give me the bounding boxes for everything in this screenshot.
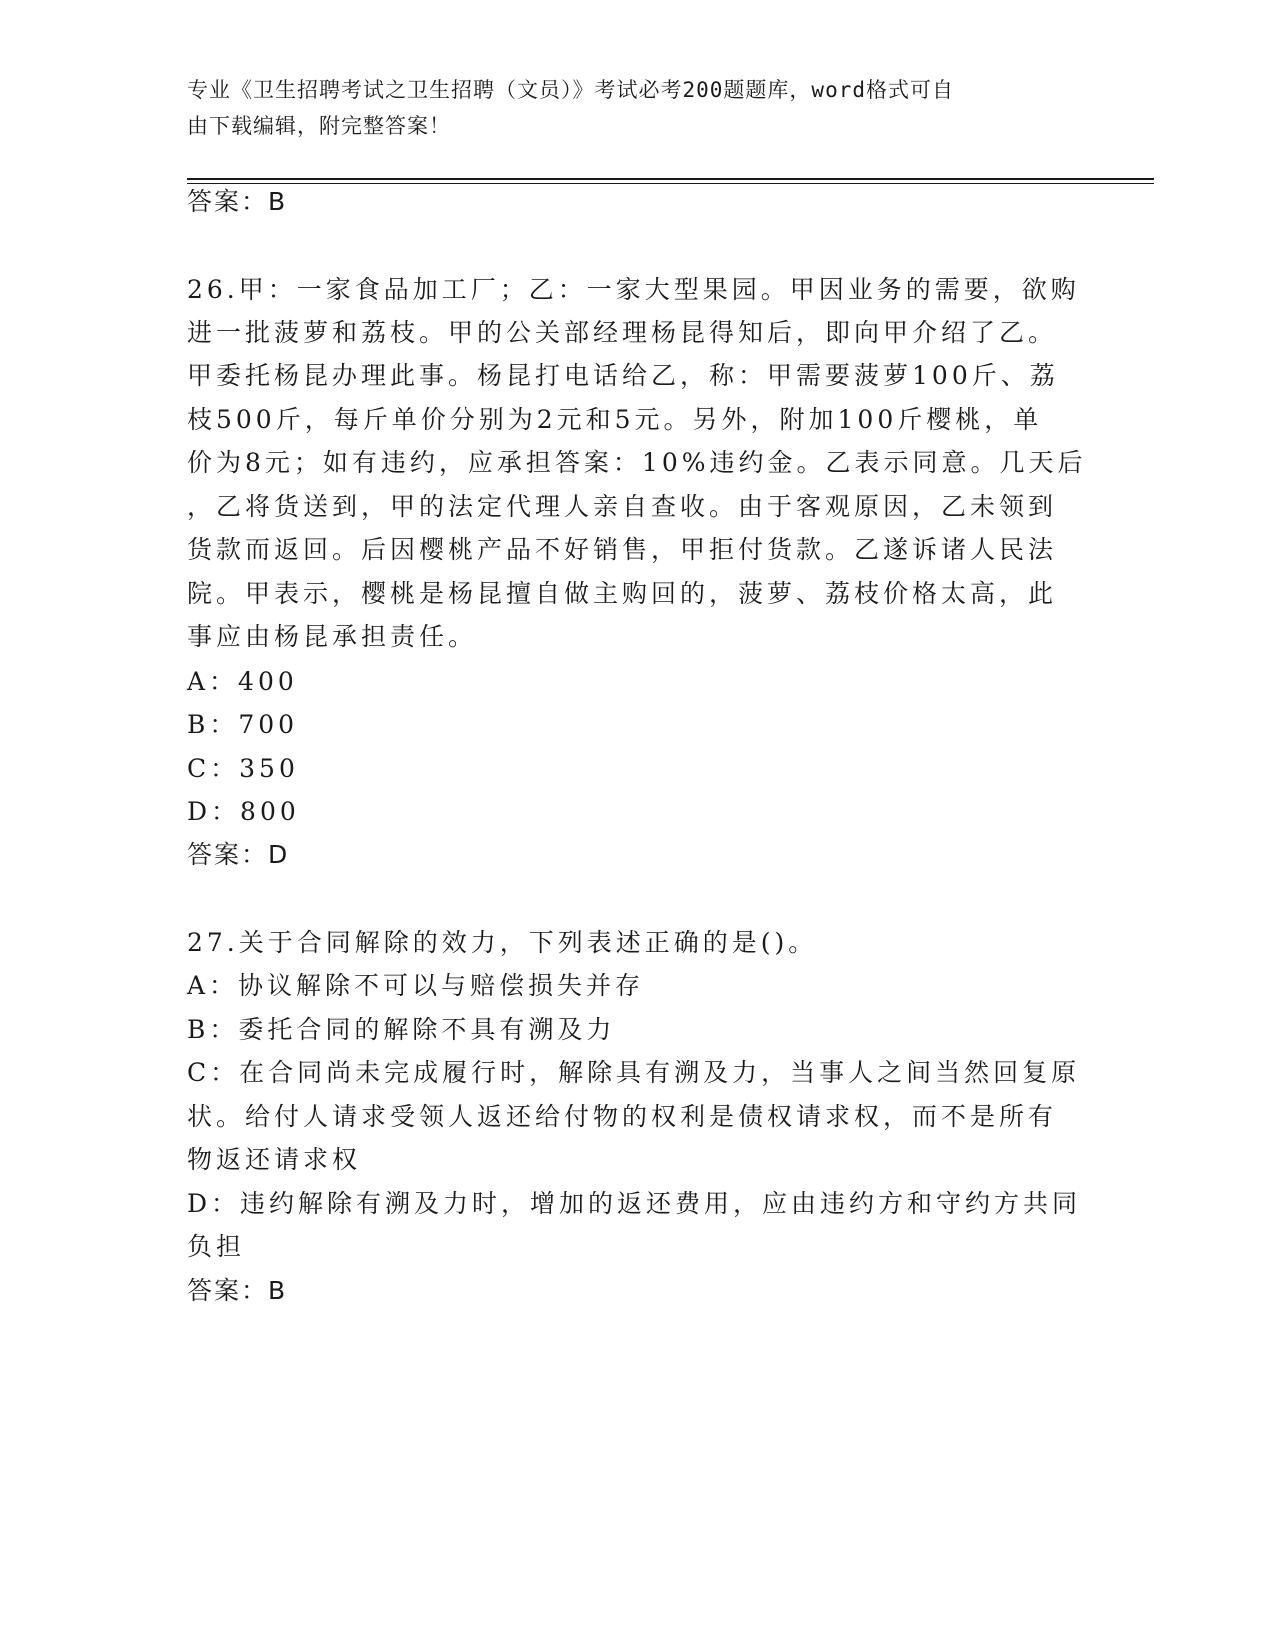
page-header: [187, 72, 1067, 144]
question-26-option-c: C：350: [187, 754, 299, 783]
question-27-option-d-cont: 负担: [187, 1232, 246, 1261]
question-27-option-b: B：委托合同的解除不具有溯及力: [187, 1015, 616, 1044]
question-26-line: 院。甲表示，樱桃是杨昆擅自做主购回的，菠萝、荔枝价格太高，此: [187, 579, 1058, 608]
question-26-line: ，乙将货送到，甲的法定代理人亲自查收。由于客观原因，乙未领到: [187, 492, 1058, 521]
question-26-line: 甲委托杨昆办理此事。杨昆打电话给乙，称：甲需要菠萝100斤、荔: [187, 361, 1059, 390]
header-line-2: 由下载编辑，附完整答案！: [187, 114, 451, 138]
question-27-option-c-cont: 物返还请求权: [187, 1145, 362, 1174]
question-26-line: 26.甲：一家食品加工厂；乙：一家大型果园。甲因业务的需要，欲购: [187, 275, 1080, 304]
header-line-1: 专业《卫生招聘考试之卫生招聘（文员）》考试必考200题题库，word格式可自: [187, 78, 954, 102]
question-26-line: 货款而返回。后因樱桃产品不好销售，甲拒付货款。乙遂诉诸人民法: [187, 535, 1058, 564]
question-26-option-d: D：800: [187, 797, 300, 826]
question-27-option-c: C：在合同尚未完成履行时，解除具有溯及力，当事人之间当然回复原: [187, 1058, 1081, 1087]
question-26-line: 事应由杨昆承担责任。: [187, 622, 478, 651]
question-26-line: 进一批菠萝和荔枝。甲的公关部经理杨昆得知后，即向甲介绍了乙。: [187, 318, 1058, 347]
question-27-option-d: D：违约解除有溯及力时，增加的返还费用，应由违约方和守约方共同: [187, 1189, 1082, 1218]
question-26-option-b: B：700: [187, 710, 299, 739]
question-27-answer: 答案：B: [187, 1276, 288, 1305]
question-26-line: 价为8元；如有违约，应承担答案：10%违约金。乙表示同意。几天后: [187, 448, 1087, 477]
header-rule-thin: [187, 183, 1154, 184]
question-27-stem: 27.关于合同解除的效力，下列表述正确的是()。: [187, 928, 818, 957]
question-26-answer: 答案：D: [187, 840, 290, 869]
question-26-line: 枝500斤，每斤单价分别为2元和5元。另外，附加100斤樱桃，单: [187, 405, 1043, 434]
previous-answer: 答案：B: [187, 187, 288, 216]
question-26-option-a: A：400: [187, 667, 298, 696]
question-27-option-c-cont: 状。给付人请求受领人返还给付物的权利是债权请求权，而不是所有: [187, 1102, 1058, 1131]
header-rule-thick: [187, 178, 1154, 180]
question-27-option-a: A：协议解除不可以与赔偿损失并存: [187, 971, 645, 1000]
